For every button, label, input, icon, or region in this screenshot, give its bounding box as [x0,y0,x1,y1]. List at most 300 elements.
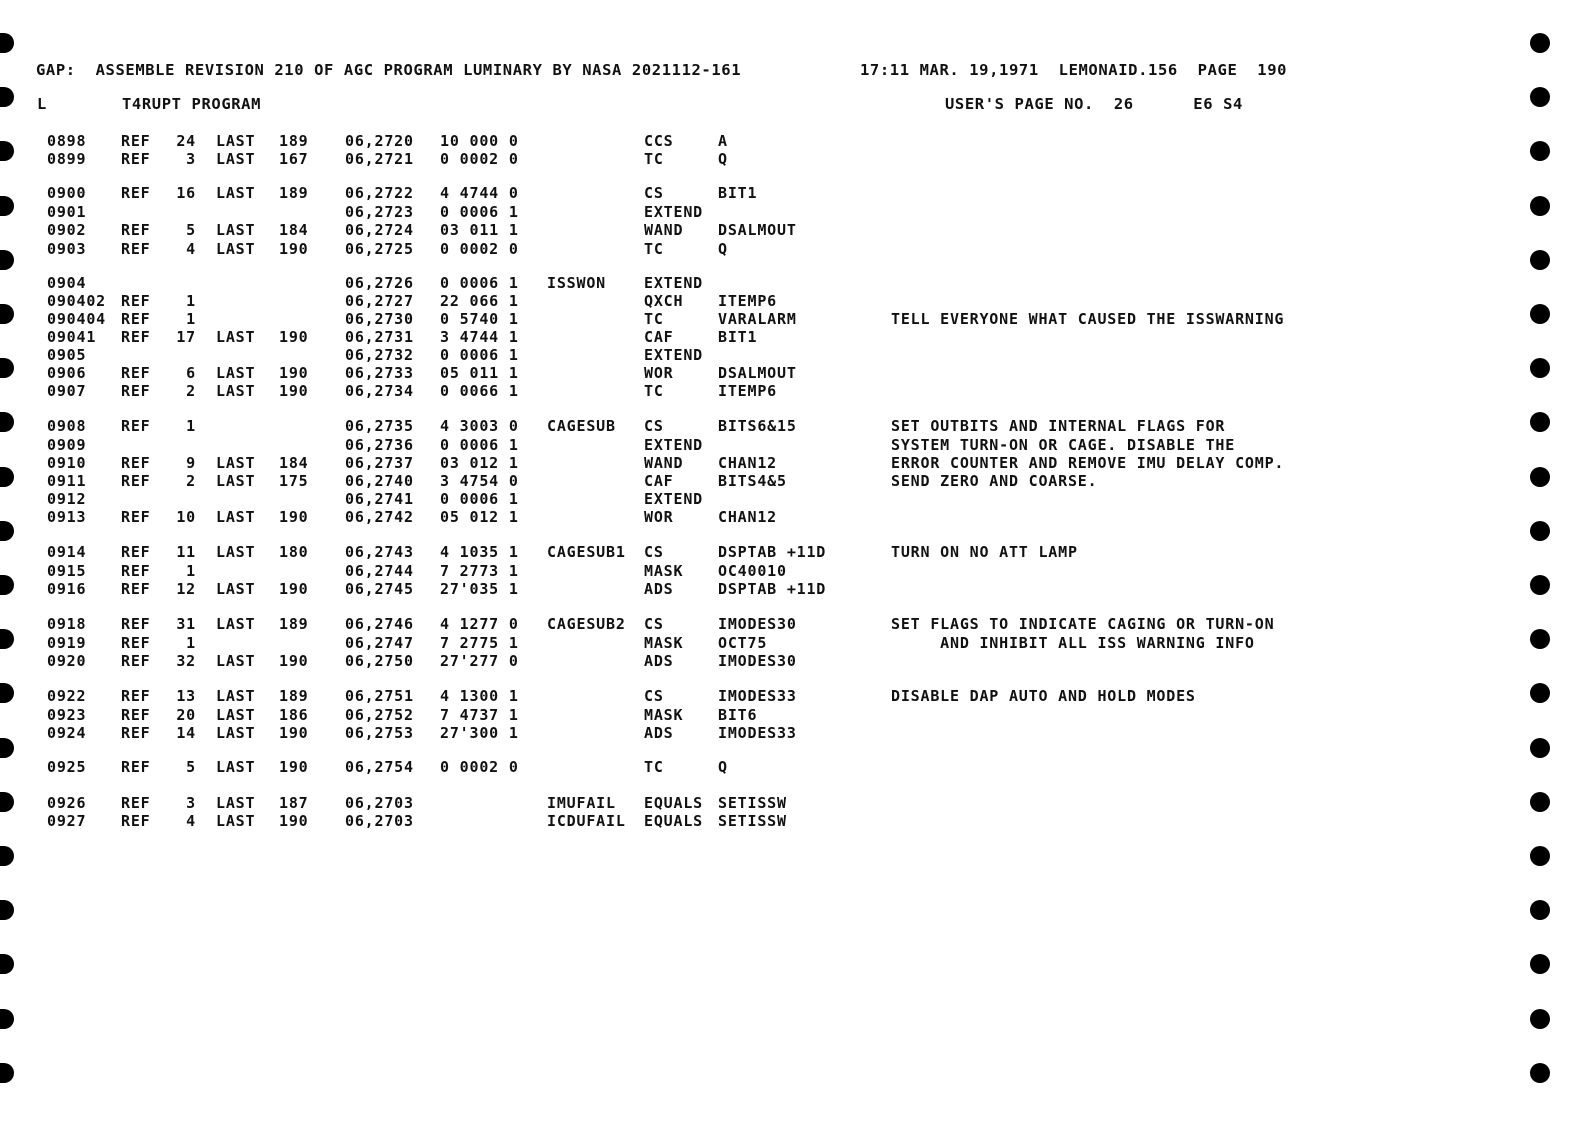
cell-last: LAST [216,724,256,742]
cell-operand: BIT6 [718,706,758,724]
cell-code: 0 0002 0 [440,758,519,776]
cell-refnum: 4 [186,812,196,830]
cell-last: LAST [216,472,256,490]
cell-line: 0915 [47,562,87,580]
cell-code: 0 0006 1 [440,490,519,508]
cell-lastnum: 190 [279,328,309,346]
cell-op: CS [644,687,664,705]
cell-code: 0 0066 1 [440,382,519,400]
feed-hole-left [0,521,14,541]
feed-hole-right [1530,683,1550,703]
cell-op: TC [644,758,664,776]
cell-operand: CHAN12 [718,508,777,526]
cell-lastnum: 184 [279,221,309,239]
cell-code: 7 4737 1 [440,706,519,724]
cell-last: LAST [216,687,256,705]
feed-hole-left [0,87,14,107]
cell-code: 10 000 0 [440,132,519,150]
cell-code: 3 4744 1 [440,328,519,346]
cell-last: LAST [216,328,256,346]
cell-op: WAND [644,454,684,472]
cell-refnum: 9 [186,454,196,472]
feed-hole-right [1530,1009,1550,1029]
cell-lastnum: 175 [279,472,309,490]
cell-code: 4 1035 1 [440,543,519,561]
cell-last: LAST [216,543,256,561]
cell-addr: 06,2720 [345,132,414,150]
cell-last: LAST [216,364,256,382]
cell-last: LAST [216,221,256,239]
cell-op: ADS [644,724,674,742]
cell-op: ADS [644,580,674,598]
cell-comment: DISABLE DAP AUTO AND HOLD MODES [891,687,1196,705]
cell-lastnum: 190 [279,240,309,258]
cell-line: 0910 [47,454,87,472]
cell-code: 05 012 1 [440,508,519,526]
cell-operand: A [718,132,728,150]
cell-refnum: 6 [186,364,196,382]
cell-refnum: 3 [186,794,196,812]
cell-ref: REF [121,543,151,561]
cell-line: 0927 [47,812,87,830]
cell-addr: 06,2747 [345,634,414,652]
cell-operand: BIT1 [718,184,758,202]
cell-addr: 06,2735 [345,417,414,435]
cell-operand: Q [718,240,728,258]
cell-comment: SYSTEM TURN-ON OR CAGE. DISABLE THE [891,436,1236,454]
cell-ref: REF [121,240,151,258]
cell-operand: DSPTAB +11D [718,580,827,598]
cell-last: LAST [216,758,256,776]
cell-comment: SEND ZERO AND COARSE. [891,472,1098,490]
cell-code: 03 011 1 [440,221,519,239]
cell-refnum: 17 [176,328,196,346]
cell-op: TC [644,382,664,400]
cell-ref: REF [121,794,151,812]
feed-hole-left [0,412,14,432]
header-log-section: L [37,95,47,113]
cell-operand: ITEMP6 [718,382,777,400]
header-assembly-info: GAP: ASSEMBLE REVISION 210 OF AGC PROGRAM LUMINARY BY NASA 2021112-161 [36,61,742,79]
cell-addr: 06,2727 [345,292,414,310]
cell-code: 7 2773 1 [440,562,519,580]
cell-comment: TURN ON NO ATT LAMP [891,543,1078,561]
cell-addr: 06,2730 [345,310,414,328]
cell-ref: REF [121,454,151,472]
cell-refnum: 12 [176,580,196,598]
cell-line: 0909 [47,436,87,454]
cell-line: 0912 [47,490,87,508]
cell-lastnum: 190 [279,758,309,776]
cell-line: 0919 [47,634,87,652]
cell-ref: REF [121,292,151,310]
cell-addr: 06,2754 [345,758,414,776]
cell-addr: 06,2736 [345,436,414,454]
feed-hole-right [1530,738,1550,758]
cell-op: CS [644,184,664,202]
cell-line: 0908 [47,417,87,435]
cell-refnum: 13 [176,687,196,705]
cell-op: CS [644,615,664,633]
cell-code: 05 011 1 [440,364,519,382]
cell-refnum: 1 [186,417,196,435]
cell-operand: BITS6&15 [718,417,797,435]
cell-line: 0906 [47,364,87,382]
feed-hole-left [0,575,14,595]
cell-refnum: 32 [176,652,196,670]
cell-lastnum: 189 [279,132,309,150]
cell-op: TC [644,240,664,258]
cell-refnum: 5 [186,758,196,776]
cell-addr: 06,2744 [345,562,414,580]
cell-line: 0911 [47,472,87,490]
cell-refnum: 1 [186,292,196,310]
cell-code: 4 1300 1 [440,687,519,705]
cell-addr: 06,2722 [345,184,414,202]
cell-last: LAST [216,382,256,400]
feed-hole-right [1530,412,1550,432]
feed-hole-right [1530,358,1550,378]
cell-op: MASK [644,562,684,580]
feed-hole-right [1530,33,1550,53]
cell-code: 0 0006 1 [440,274,519,292]
cell-addr: 06,2732 [345,346,414,364]
cell-ref: REF [121,580,151,598]
cell-operand: IMODES33 [718,724,797,742]
cell-operand: DSALMOUT [718,364,797,382]
cell-line: 0901 [47,203,87,221]
cell-operand: ITEMP6 [718,292,777,310]
cell-code: 27'035 1 [440,580,519,598]
cell-refnum: 20 [176,706,196,724]
cell-line: 0900 [47,184,87,202]
feed-hole-right [1530,196,1550,216]
cell-op: EXTEND [644,490,703,508]
cell-refnum: 5 [186,221,196,239]
cell-line: 0924 [47,724,87,742]
cell-op: CAF [644,472,674,490]
cell-operand: SETISSW [718,794,787,812]
cell-label: CAGESUB2 [547,615,626,633]
cell-lastnum: 167 [279,150,309,168]
cell-refnum: 3 [186,150,196,168]
cell-addr: 06,2751 [345,687,414,705]
cell-lastnum: 190 [279,508,309,526]
cell-addr: 06,2733 [345,364,414,382]
feed-hole-left [0,900,14,920]
cell-operand: DSPTAB +11D [718,543,827,561]
feed-hole-left [0,141,14,161]
cell-line: 09041 [47,328,97,346]
cell-addr: 06,2721 [345,150,414,168]
cell-code: 0 0006 1 [440,436,519,454]
cell-addr: 06,2745 [345,580,414,598]
cell-code: 0 0006 1 [440,203,519,221]
cell-operand: IMODES30 [718,615,797,633]
cell-ref: REF [121,328,151,346]
cell-last: LAST [216,615,256,633]
cell-operand: CHAN12 [718,454,777,472]
cell-last: LAST [216,132,256,150]
cell-line: 0923 [47,706,87,724]
cell-addr: 06,2734 [345,382,414,400]
cell-ref: REF [121,652,151,670]
cell-ref: REF [121,706,151,724]
cell-op: TC [644,150,664,168]
cell-line: 0926 [47,794,87,812]
feed-hole-right [1530,846,1550,866]
cell-refnum: 11 [176,543,196,561]
cell-operand: OCT75 [718,634,768,652]
feed-hole-left [0,196,14,216]
cell-op: EXTEND [644,203,703,221]
feed-hole-right [1530,1063,1550,1083]
feed-hole-right [1530,954,1550,974]
cell-lastnum: 190 [279,580,309,598]
cell-operand: VARALARM [718,310,797,328]
feed-hole-right [1530,87,1550,107]
header-timestamp-page: 17:11 MAR. 19,1971 LEMONAID.156 PAGE 190 [860,61,1288,79]
cell-ref: REF [121,150,151,168]
cell-addr: 06,2737 [345,454,414,472]
cell-lastnum: 189 [279,615,309,633]
cell-label: CAGESUB [547,417,616,435]
cell-op: WOR [644,508,674,526]
cell-comment: AND INHIBIT ALL ISS WARNING INFO [891,634,1255,652]
cell-line: 0899 [47,150,87,168]
cell-refnum: 16 [176,184,196,202]
cell-comment: SET OUTBITS AND INTERNAL FLAGS FOR [891,417,1226,435]
cell-last: LAST [216,240,256,258]
cell-line: 0913 [47,508,87,526]
cell-line: 0898 [47,132,87,150]
cell-ref: REF [121,687,151,705]
cell-operand: SETISSW [718,812,787,830]
cell-ref: REF [121,812,151,830]
cell-code: 4 4744 0 [440,184,519,202]
cell-lastnum: 186 [279,706,309,724]
cell-op: MASK [644,706,684,724]
cell-line: 0903 [47,240,87,258]
cell-lastnum: 190 [279,724,309,742]
feed-hole-right [1530,304,1550,324]
cell-addr: 06,2726 [345,274,414,292]
cell-addr: 06,2703 [345,794,414,812]
cell-ref: REF [121,562,151,580]
cell-op: EXTEND [644,274,703,292]
cell-line: 0902 [47,221,87,239]
cell-ref: REF [121,634,151,652]
cell-line: 090404 [47,310,106,328]
feed-hole-left [0,738,14,758]
feed-hole-right [1530,792,1550,812]
cell-op: EXTEND [644,346,703,364]
cell-last: LAST [216,652,256,670]
cell-ref: REF [121,184,151,202]
feed-hole-left [0,358,14,378]
cell-code: 22 066 1 [440,292,519,310]
cell-op: CCS [644,132,674,150]
cell-addr: 06,2740 [345,472,414,490]
cell-line: 0918 [47,615,87,633]
cell-op: MASK [644,634,684,652]
cell-ref: REF [121,364,151,382]
cell-last: LAST [216,454,256,472]
cell-operand: IMODES30 [718,652,797,670]
cell-line: 0904 [47,274,87,292]
cell-line: 090402 [47,292,106,310]
feed-hole-left [0,1009,14,1029]
cell-code: 03 012 1 [440,454,519,472]
cell-label: IMUFAIL [547,794,616,812]
cell-ref: REF [121,221,151,239]
cell-ref: REF [121,758,151,776]
cell-op: EQUALS [644,812,703,830]
cell-ref: REF [121,310,151,328]
cell-refnum: 24 [176,132,196,150]
cell-ref: REF [121,615,151,633]
cell-ref: REF [121,508,151,526]
cell-code: 3 4754 0 [440,472,519,490]
cell-operand: Q [718,758,728,776]
cell-code: 27'300 1 [440,724,519,742]
cell-refnum: 2 [186,382,196,400]
cell-operand: BITS4&5 [718,472,787,490]
cell-last: LAST [216,794,256,812]
cell-refnum: 2 [186,472,196,490]
cell-code: 4 3003 0 [440,417,519,435]
feed-hole-right [1530,250,1550,270]
cell-addr: 06,2742 [345,508,414,526]
cell-last: LAST [216,706,256,724]
cell-line: 0920 [47,652,87,670]
feed-hole-left [0,1063,14,1083]
cell-ref: REF [121,132,151,150]
cell-label: CAGESUB1 [547,543,626,561]
cell-addr: 06,2746 [345,615,414,633]
feed-hole-left [0,629,14,649]
feed-hole-right [1530,900,1550,920]
cell-op: WOR [644,364,674,382]
cell-addr: 06,2724 [345,221,414,239]
cell-refnum: 14 [176,724,196,742]
cell-line: 0907 [47,382,87,400]
cell-addr: 06,2750 [345,652,414,670]
cell-addr: 06,2753 [345,724,414,742]
cell-lastnum: 189 [279,184,309,202]
cell-addr: 06,2725 [345,240,414,258]
cell-code: 27'277 0 [440,652,519,670]
cell-lastnum: 189 [279,687,309,705]
cell-op: ADS [644,652,674,670]
cell-addr: 06,2743 [345,543,414,561]
feed-hole-left [0,792,14,812]
cell-line: 0916 [47,580,87,598]
cell-addr: 06,2741 [345,490,414,508]
feed-hole-right [1530,629,1550,649]
cell-operand: Q [718,150,728,168]
feed-hole-left [0,304,14,324]
cell-op: EXTEND [644,436,703,454]
cell-code: 0 5740 1 [440,310,519,328]
feed-hole-right [1530,575,1550,595]
cell-refnum: 1 [186,310,196,328]
cell-op: CS [644,543,664,561]
header-section-title: T4RUPT PROGRAM [122,95,262,113]
cell-op: EQUALS [644,794,703,812]
feed-hole-right [1530,141,1550,161]
cell-comment: ERROR COUNTER AND REMOVE IMU DELAY COMP. [891,454,1285,472]
cell-line: 0905 [47,346,87,364]
feed-hole-right [1530,467,1550,487]
cell-code: 4 1277 0 [440,615,519,633]
cell-code: 7 2775 1 [440,634,519,652]
cell-lastnum: 190 [279,364,309,382]
cell-ref: REF [121,472,151,490]
cell-ref: REF [121,724,151,742]
cell-refnum: 10 [176,508,196,526]
cell-code: 0 0002 0 [440,240,519,258]
cell-addr: 06,2723 [345,203,414,221]
cell-lastnum: 190 [279,652,309,670]
cell-code: 0 0006 1 [440,346,519,364]
cell-op: CS [644,417,664,435]
cell-last: LAST [216,580,256,598]
feed-hole-left [0,467,14,487]
cell-operand: DSALMOUT [718,221,797,239]
cell-addr: 06,2752 [345,706,414,724]
cell-code: 0 0002 0 [440,150,519,168]
cell-lastnum: 184 [279,454,309,472]
cell-label: ISSWON [547,274,606,292]
feed-hole-left [0,683,14,703]
cell-op: TC [644,310,664,328]
cell-refnum: 4 [186,240,196,258]
cell-op: QXCH [644,292,684,310]
feed-hole-left [0,954,14,974]
cell-lastnum: 190 [279,812,309,830]
cell-line: 0922 [47,687,87,705]
cell-addr: 06,2703 [345,812,414,830]
cell-last: LAST [216,508,256,526]
cell-last: LAST [216,812,256,830]
cell-label: ICDUFAIL [547,812,626,830]
cell-lastnum: 190 [279,382,309,400]
feed-hole-left [0,33,14,53]
feed-hole-right [1530,521,1550,541]
cell-op: WAND [644,221,684,239]
cell-line: 0925 [47,758,87,776]
cell-operand: BIT1 [718,328,758,346]
cell-refnum: 1 [186,634,196,652]
cell-addr: 06,2731 [345,328,414,346]
cell-refnum: 1 [186,562,196,580]
cell-refnum: 31 [176,615,196,633]
cell-op: CAF [644,328,674,346]
feed-hole-left [0,846,14,866]
cell-lastnum: 180 [279,543,309,561]
feed-hole-left [0,250,14,270]
cell-last: LAST [216,150,256,168]
cell-comment: SET FLAGS TO INDICATE CAGING OR TURN-ON [891,615,1275,633]
cell-operand: OC40010 [718,562,787,580]
cell-ref: REF [121,417,151,435]
cell-operand: IMODES33 [718,687,797,705]
cell-last: LAST [216,184,256,202]
cell-lastnum: 187 [279,794,309,812]
header-user-page: USER'S PAGE NO. 26 E6 S4 [945,95,1243,113]
cell-ref: REF [121,382,151,400]
